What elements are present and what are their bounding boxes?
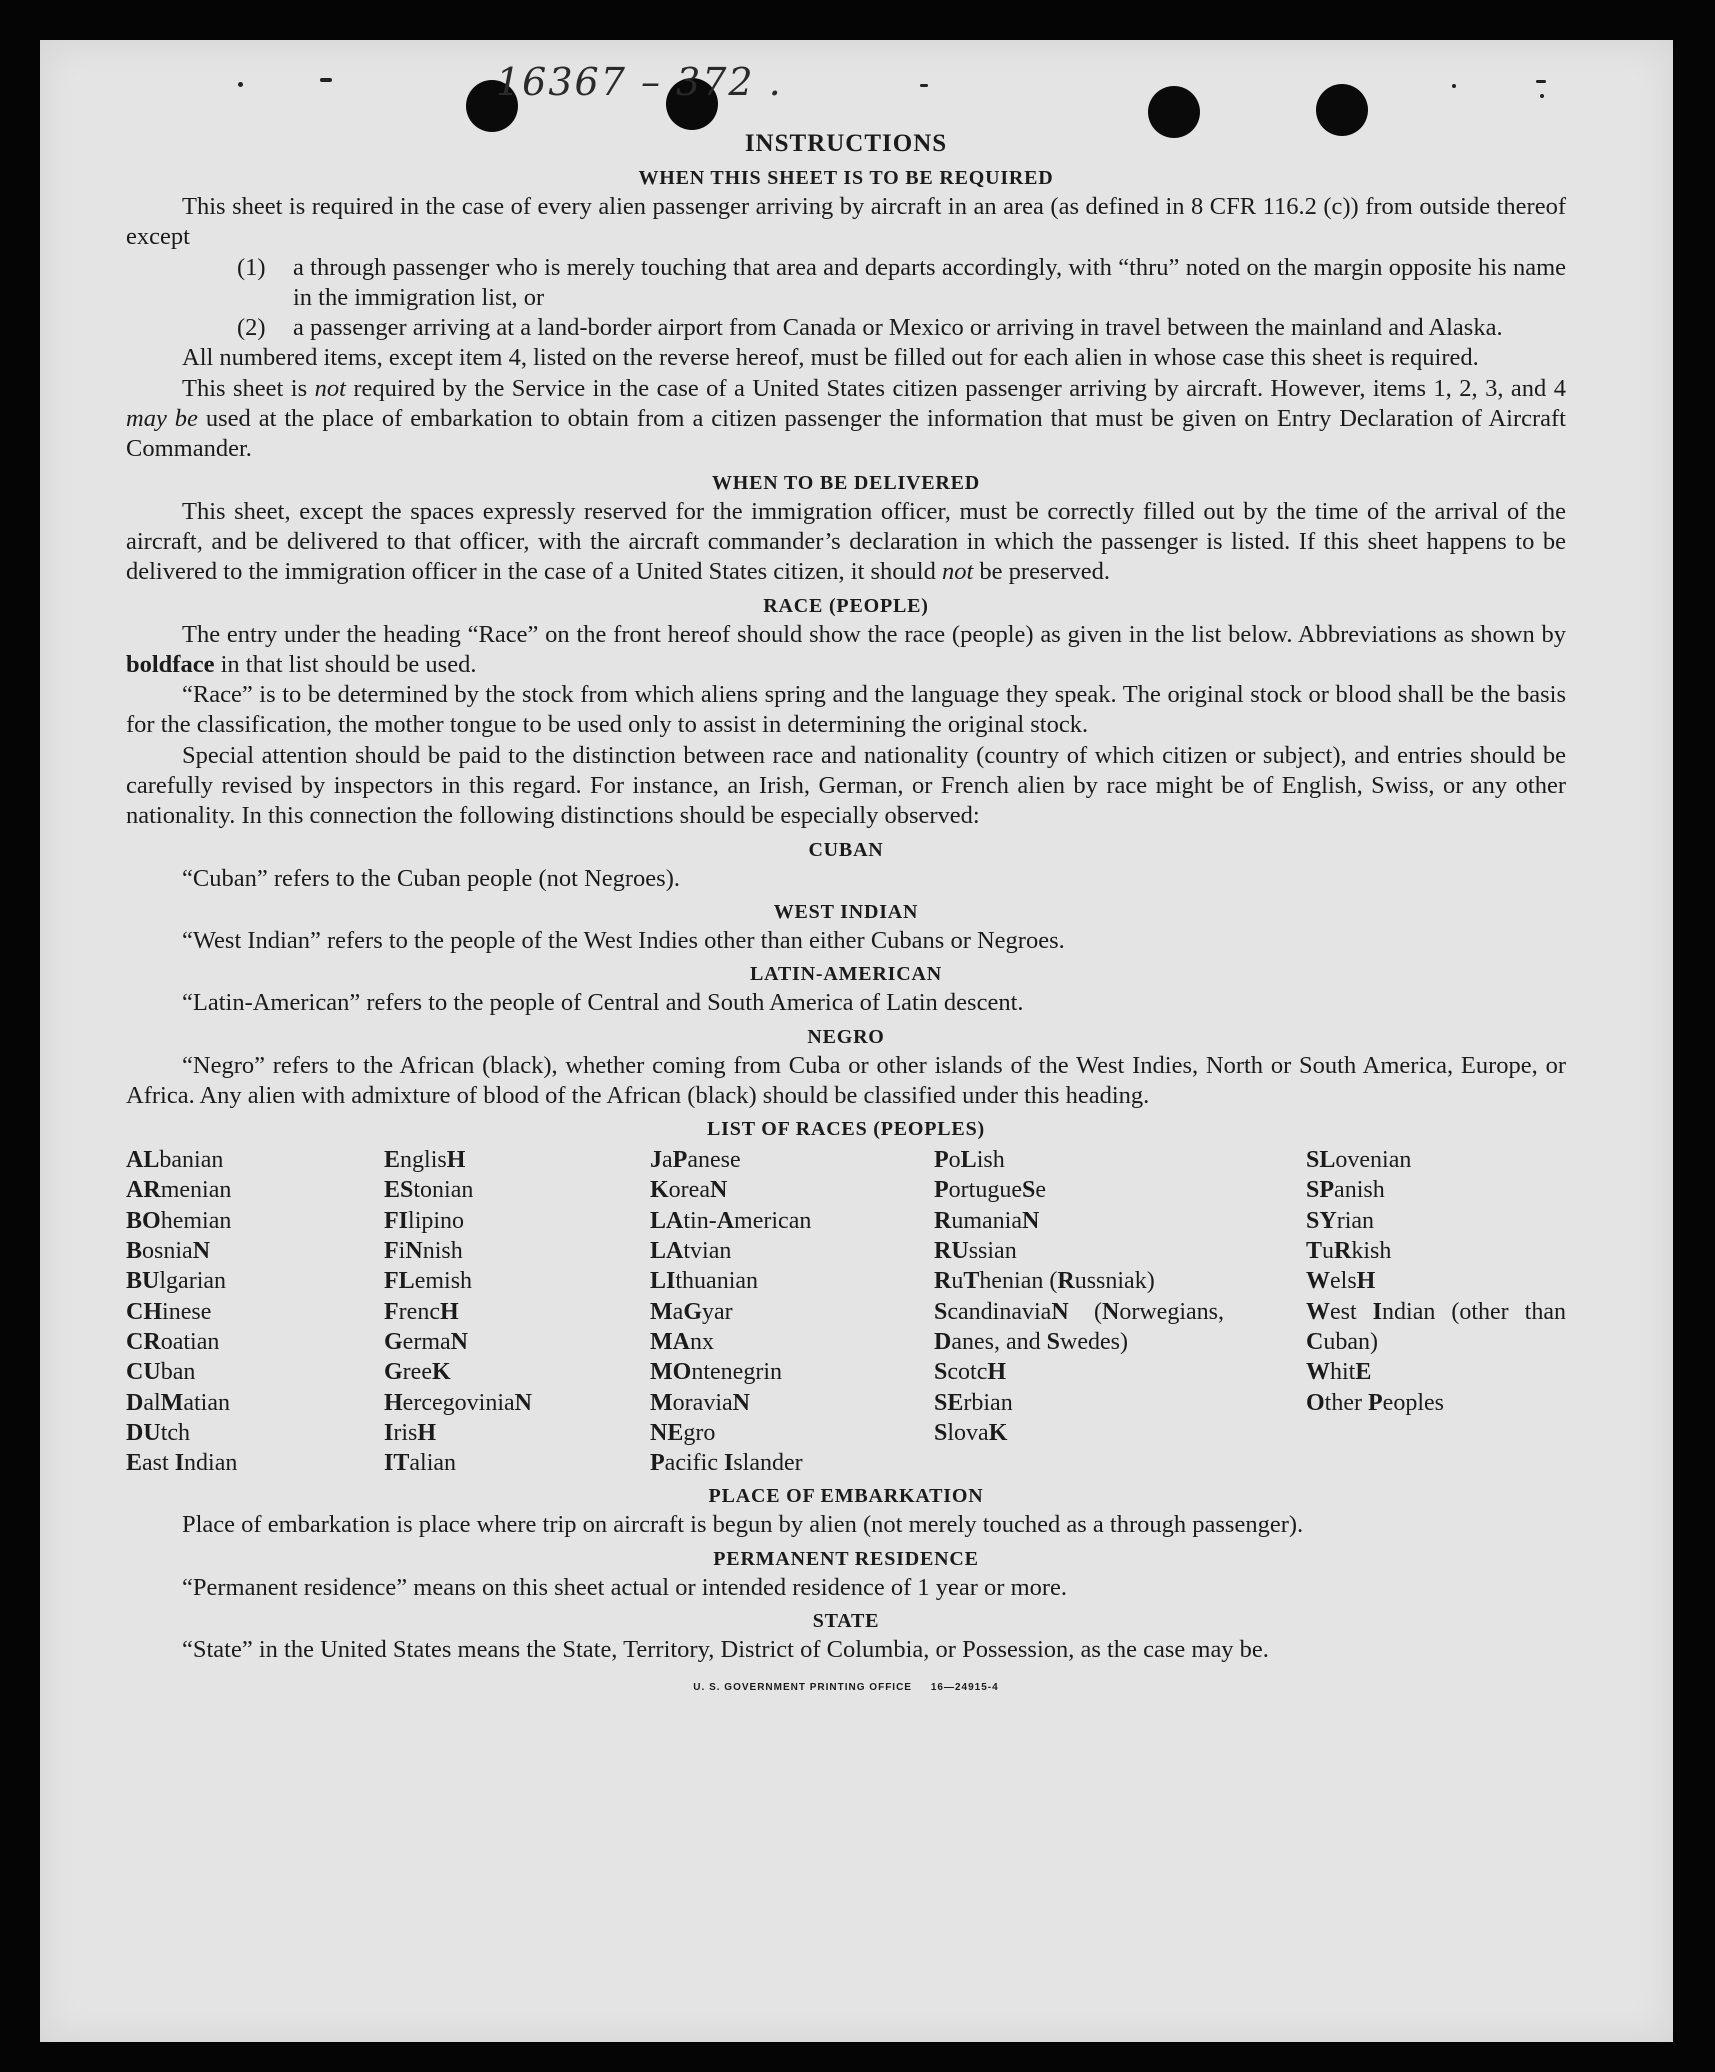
race-entry: EnglisH xyxy=(384,1147,466,1174)
exception-item-1 xyxy=(237,253,1566,314)
race-entry: Pacific Islander xyxy=(650,1450,803,1477)
printer-imprint: U. S. GOVERNMENT PRINTING OFFICE 16—24915-4 xyxy=(693,1682,999,1694)
embarkation-paragraph: Place of embarkation is place where trip on aircraft is begun by alien (not merely touched as a through passenger). xyxy=(182,1511,1304,1539)
race-entry: HercegoviniaN xyxy=(384,1389,532,1416)
race-entry: LAtvian xyxy=(650,1238,732,1265)
race-entry: FIlipino xyxy=(384,1207,465,1234)
heading-latin-american: LATIN-AMERICAN xyxy=(750,963,942,986)
race-entry: RumaniaN xyxy=(934,1207,1040,1234)
speck xyxy=(1536,80,1546,83)
race-entry: KoreaN xyxy=(650,1177,728,1204)
race-entry: PoLish xyxy=(934,1147,1005,1174)
bold-text: boldface xyxy=(126,650,215,678)
race-entry: ITalian xyxy=(384,1450,457,1477)
item-text: a passenger arriving at a land-border airport from Canada or Mexico or arriving in travel between the mainland and Alaska. xyxy=(293,314,1503,342)
residence-paragraph: “Permanent residence” means on this sheet actual or intended residence of 1 year or more. xyxy=(182,1573,1068,1601)
heading-list-of-races: LIST OF RACES (PEOPLES) xyxy=(707,1118,985,1141)
race-entry: ScandinaviaN (Norwegians, Danes, and Swedes) xyxy=(934,1298,1224,1355)
item-text: a through passenger who is merely touching that area and departs accordingly, with “thru” noted on the margin opposite his name in the immigration list, or xyxy=(293,253,1566,311)
race-entry: RUssian xyxy=(934,1238,1017,1265)
text-run: used at the place of embarkation to obtain from a citizen passenger the information that must be given on Entry Declaration of Aircraft Commander. xyxy=(126,405,1566,463)
page-title: INSTRUCTIONS xyxy=(744,130,948,157)
race-entry: RuThenian (Russniak) xyxy=(934,1268,1155,1295)
speck xyxy=(1540,94,1544,98)
item-number: (2) xyxy=(237,314,266,342)
race-entry: SLovenian xyxy=(1306,1147,1412,1174)
race-entry: IrisH xyxy=(384,1419,437,1446)
required-paragraph-3 xyxy=(126,374,1566,465)
heading-when-delivered: WHEN TO BE DELIVERED xyxy=(711,471,981,494)
race-entry: SYrian xyxy=(1306,1207,1375,1234)
heading-west-indian: WEST INDIAN xyxy=(773,900,919,923)
race-entry: MOntenegrin xyxy=(650,1359,782,1386)
text-run: required by the Service in the case of a United States citizen passenger arriving by aircraft. However, items 1, 2, 3, and 4 xyxy=(345,374,1566,402)
race-entry: East Indian xyxy=(126,1450,238,1477)
races-column-1 xyxy=(126,1145,384,1478)
instructions-body xyxy=(126,128,1566,1704)
heading-state: STATE xyxy=(812,1609,880,1632)
race-entry: MAnx xyxy=(650,1328,714,1355)
race-entry: WelsH xyxy=(1306,1268,1376,1295)
heading-place-of-embarkation: PLACE OF EMBARKATION xyxy=(708,1485,984,1508)
west-indian-paragraph: “West Indian” refers to the people of the West Indies other than either Cubans or Negroes. xyxy=(182,926,1065,954)
race-entry: GreeK xyxy=(384,1359,451,1386)
race-entry: WhitE xyxy=(1306,1359,1372,1386)
text-run: be preserved. xyxy=(973,558,1111,586)
race-entry: JaPanese xyxy=(650,1147,741,1174)
races-column-2 xyxy=(384,1145,650,1478)
race-entry: ARmenian xyxy=(126,1177,232,1204)
race-entry: GermaN xyxy=(384,1328,468,1355)
required-paragraph-2: All numbered items, except item 4, listed on the reverse hereof, must be filled out for each alien in whose case this sheet is required. xyxy=(182,344,1479,372)
race-entry: BosniaN xyxy=(126,1238,211,1265)
cuban-paragraph: “Cuban” refers to the Cuban people (not Negroes). xyxy=(182,864,680,892)
heading-negro: NEGRO xyxy=(807,1025,885,1048)
heading-when-required: WHEN THIS SHEET IS TO BE REQUIRED xyxy=(638,167,1054,189)
exception-item-2 xyxy=(237,313,1566,343)
race-entry: EStonian xyxy=(384,1177,474,1204)
race-entry: BOhemian xyxy=(126,1207,232,1234)
race-entry: SPanish xyxy=(1306,1177,1385,1204)
race-paragraph-2: “Race” is to be determined by the stock from which aliens spring and the language they speak. The original stock or blood shall be the basis for the classification, the mother tongue to be used only to assist in determining the original stock. xyxy=(126,681,1566,739)
italic-text: not xyxy=(941,558,974,586)
race-entry: SErbian xyxy=(934,1389,1013,1416)
races-column-4 xyxy=(934,1145,1306,1478)
speck xyxy=(920,84,928,87)
italic-text: not xyxy=(314,374,346,402)
heading-cuban: CUBAN xyxy=(808,838,884,861)
races-table xyxy=(126,1145,1566,1478)
required-paragraph-1: This sheet is required in the case of every alien passenger arriving by aircraft in an area (as defined in 8 CFR 116.2 (c)) from outside thereof except xyxy=(126,193,1566,251)
races-column-5 xyxy=(1306,1145,1566,1478)
text-run: This sheet is xyxy=(182,374,315,402)
race-entry: CRoatian xyxy=(126,1328,220,1355)
race-entry: FiNnish xyxy=(384,1238,463,1265)
text-run: This sheet, except the spaces expressly reserved for the immigration officer, must be correctly filled out by the time of the arrival of the aircraft, and be delivered to that officer, with the aircraft commander’s declaration in which the passenger is listed. If this sheet happens to be delivered to the immigration officer in the case of a United States citizen, it should xyxy=(126,497,1566,586)
speck xyxy=(238,82,243,87)
race-entry: TuRkish xyxy=(1306,1238,1392,1265)
race-entry: CHinese xyxy=(126,1298,212,1325)
text-run: in that list should be used. xyxy=(214,650,477,678)
race-entry: FrencH xyxy=(384,1298,459,1325)
text-run: The entry under the heading “Race” on the front hereof should show the race (people) as given in the list below. Abbreviations as shown by xyxy=(182,620,1566,648)
race-entry: DUtch xyxy=(126,1419,191,1446)
race-entry: DalMatian xyxy=(126,1389,230,1416)
negro-paragraph: “Negro” refers to the African (black), whether coming from Cuba or other islands of the West Indies, North or South America, Europe, or Africa. Any alien with admixture of blood of the African (black) should be classified under this heading. xyxy=(126,1051,1566,1109)
race-entry: Other Peoples xyxy=(1306,1389,1444,1416)
race-entry: LAtin-American xyxy=(650,1207,812,1234)
delivered-paragraph xyxy=(126,497,1566,588)
race-entry: NEgro xyxy=(650,1419,716,1446)
handwritten-note: 16367 – 372 . xyxy=(496,60,783,104)
speck xyxy=(1452,84,1456,88)
race-entry: SlovaK xyxy=(934,1419,1008,1446)
race-entry: MaGyar xyxy=(650,1298,733,1325)
race-paragraph-3: Special attention should be paid to the distinction between race and nationality (country of which citizen or subject), and entries should be carefully revised by inspectors in this regard. For instance, an Irish, German, or French alien by race might be of English, Swiss, or any other nationality. In this connection the following distinctions should be especially observed: xyxy=(126,741,1566,830)
heading-race: RACE (PEOPLE) xyxy=(763,594,929,617)
state-paragraph: “State” in the United States means the State, Territory, District of Columbia, or Possession, as the case may be. xyxy=(182,1635,1269,1663)
race-entry: ScotcH xyxy=(934,1359,1007,1386)
latin-american-paragraph: “Latin-American” refers to the people of Central and South America of Latin descent. xyxy=(182,989,1024,1017)
item-number: (1) xyxy=(237,253,266,281)
heading-permanent-residence: PERMANENT RESIDENCE xyxy=(713,1547,979,1570)
italic-text: may be xyxy=(126,405,198,433)
race-entry: CUban xyxy=(126,1359,196,1386)
speck xyxy=(320,78,332,82)
race-paragraph-1 xyxy=(126,620,1566,681)
race-entry: FLemish xyxy=(384,1268,473,1295)
race-entry: PortugueSe xyxy=(934,1177,1047,1204)
race-entry: ALbanian xyxy=(126,1147,224,1174)
race-entry: BUlgarian xyxy=(126,1268,227,1295)
race-entry: West Indian (other than Cuban) xyxy=(1306,1298,1566,1355)
race-entry: LIthuanian xyxy=(650,1268,759,1295)
document-page xyxy=(40,40,1673,2042)
races-column-3 xyxy=(650,1145,934,1478)
race-entry: MoraviaN xyxy=(650,1389,750,1416)
